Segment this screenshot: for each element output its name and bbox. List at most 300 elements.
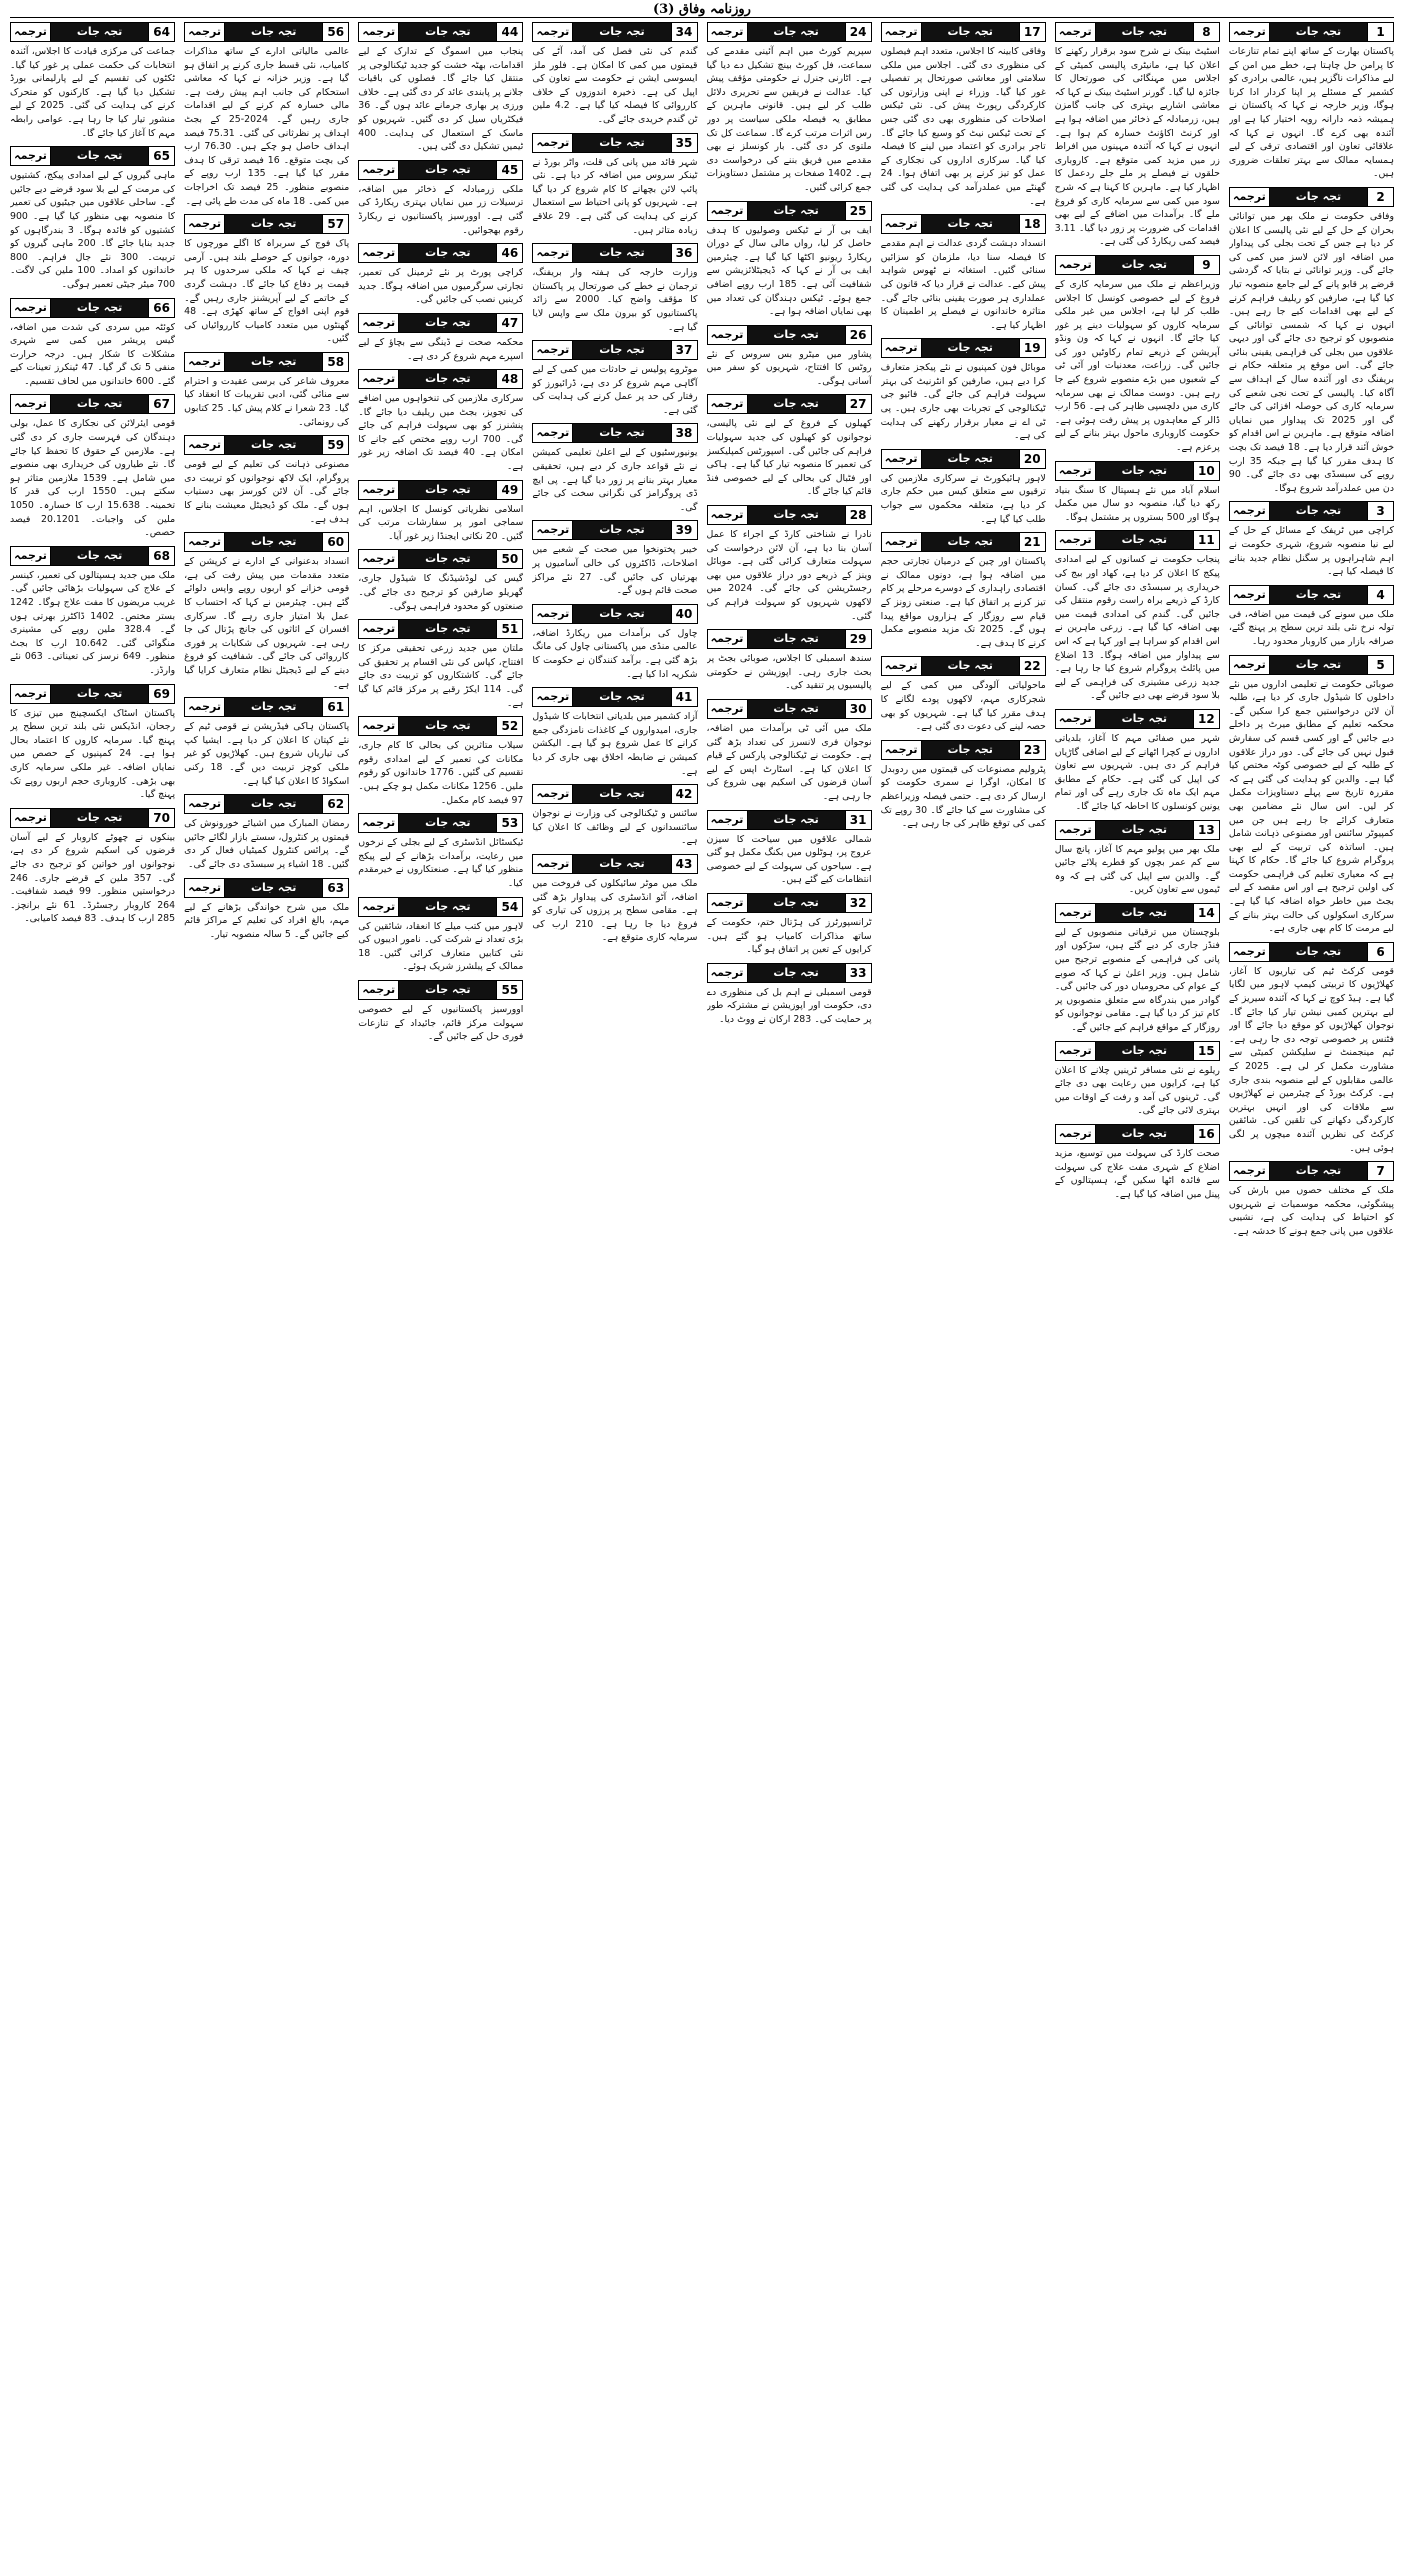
news-item	[184, 352, 349, 429]
news-item-header	[707, 505, 872, 525]
news-item-header	[10, 22, 175, 42]
news-item-category: تجہ جات	[399, 981, 496, 999]
news-item-body: پنجاب حکومت نے کسانوں کے لیے امدادی پیکج کا اعلان کر دیا ہے، کھاد اور بیج کی خریداری پر سبسڈی دی جائے گی۔ کسان کارڈ کے ذریعے براہ راست رقوم منتقل کی جائیں گی۔ گندم کی امدادی قیمت میں بھی اضافہ کیا گیا ہے۔ زرعی ماہرین نے اس اقدام کو سراہا ہے اور کہا ہے کہ اس سے پیداوار میں اضافہ ہوگا۔ 13 اضلاع میں پائلٹ پروگرام شروع کیا جا رہا ہے۔ جدید زرعی مشینری کی فراہمی کے لیے بلا سود قرضے بھی دیے جائیں گے۔	[1054, 554, 1220, 702]
news-item	[707, 325, 872, 389]
news-item-body: کراچی پورٹ پر نئے ٹرمینل کی تعمیر، تجارتی سرگرمیوں میں اضافہ ہوگا۔ جدید کرینیں نصب کی جائیں گی۔	[358, 267, 524, 306]
news-item-tag: ترجمہ	[185, 533, 225, 551]
news-item-number: 2	[1367, 188, 1393, 206]
news-item	[358, 22, 523, 154]
news-item-body: پاکستان اور چین کے درمیان تجارتی حجم میں اضافہ ہوا ہے، دونوں ممالک نے اقتصادی راہداری کے دوسرے مرحلے پر کام تیز کرنے پر اتفاق کیا ہے۔ صنعتی زونز کے قیام سے روزگار کے ہزاروں مواقع پیدا ہوں گے۔ 2025 تک مزید منصوبے مکمل کرنے کا ہدف ہے۔	[880, 556, 1046, 649]
news-item-body: ملک میں شرح خواندگی بڑھانے کے لیے مہم، بالغ افراد کی تعلیم کے مراکز قائم کیے جائیں گے۔ 5 سالہ منصوبہ تیار۔	[184, 901, 350, 940]
news-item-number: 19	[1019, 339, 1045, 357]
news-item	[1229, 655, 1394, 936]
news-item-number: 70	[148, 809, 174, 827]
news-item	[532, 520, 697, 597]
news-item-header	[532, 687, 697, 707]
news-item-number: 16	[1193, 1125, 1219, 1143]
news-item-header	[1055, 461, 1220, 481]
news-item-tag: ترجمہ	[1056, 1125, 1096, 1143]
news-item-category: تجہ جات	[748, 506, 845, 524]
news-item	[1055, 530, 1220, 703]
news-item-category: تجہ جات	[573, 855, 670, 873]
news-item-header	[184, 352, 349, 372]
news-item-header	[184, 532, 349, 552]
news-item	[10, 146, 175, 291]
news-item-category: تجہ جات	[1096, 1125, 1193, 1143]
news-item-category: تجہ جات	[225, 353, 322, 371]
news-item-number: 69	[148, 685, 174, 703]
news-item-header	[184, 697, 349, 717]
news-item-header	[1229, 187, 1394, 207]
news-item-tag: ترجمہ	[533, 23, 573, 41]
news-item-tag: ترجمہ	[1056, 1042, 1096, 1060]
news-item-body: اسٹیٹ بینک نے شرح سود برقرار رکھنے کا اعلان کیا ہے، مانیٹری پالیسی کمیٹی کے اجلاس میں مہنگائی کی صورتحال کا جائزہ لیا گیا۔ گورنر اسٹیٹ بینک نے کہا کہ معاشی اشاریے بہتری کی جانب گامزن ہیں، زرمبادلہ کے ذخائر میں اضافہ ہوا ہے اور کرنٹ اکاؤنٹ خسارہ کم ہوا ہے۔ انہوں نے کہا کہ آئندہ مہینوں میں افراط زر میں مزید کمی متوقع ہے۔ کاروباری حلقوں نے فیصلے پر ملے جلے ردعمل کا اظہار کیا ہے۔ ماہرین کا کہنا ہے کہ شرح سود میں کمی سے سرمایہ کاری کو فروغ ملے گا۔ برآمدات میں اضافے کے لیے بھی اقدامات کی ضرورت پر زور دیا گیا۔ 3.11 فیصد کمی ریکارڈ کی گئی ہے۔	[1054, 46, 1220, 248]
news-item-tag: ترجمہ	[185, 879, 225, 897]
news-item-header	[1055, 530, 1220, 550]
news-item-tag: ترجمہ	[185, 215, 225, 233]
news-item-number: 28	[845, 506, 871, 524]
news-item-tag: ترجمہ	[11, 395, 51, 413]
news-item-body: ماحولیاتی آلودگی میں کمی کے لیے شجرکاری مہم، لاکھوں پودے لگانے کا ہدف مقرر کیا گیا ہے۔ شہریوں کو بھی حصہ لینے کی دعوت دی گئی ہے۔	[880, 680, 1046, 733]
news-item-header	[1055, 903, 1220, 923]
news-item	[10, 394, 175, 539]
news-item-tag: ترجمہ	[185, 795, 225, 813]
news-item-category: تجہ جات	[748, 700, 845, 718]
news-item-header	[707, 394, 872, 414]
news-item	[881, 449, 1046, 526]
news-item-header	[358, 22, 523, 42]
news-item-tag: ترجمہ	[1056, 23, 1096, 41]
news-item-body: ریلوے نے نئی مسافر ٹرینیں چلانے کا اعلان کیا ہے، کرایوں میں رعایت بھی دی جائے گی۔ ٹرینوں کی آمد و رفت کے اوقات میں بہتری لائی جائے گی۔	[1054, 1064, 1220, 1117]
news-column	[881, 22, 1046, 2550]
news-item	[532, 854, 697, 945]
news-item-number: 66	[148, 299, 174, 317]
news-item-header	[532, 243, 697, 263]
news-item-tag: ترجمہ	[882, 533, 922, 551]
news-item-number: 68	[148, 547, 174, 565]
news-item	[184, 697, 349, 788]
news-item-header	[358, 313, 523, 333]
news-item-category: تجہ جات	[922, 450, 1019, 468]
news-item-tag: ترجمہ	[533, 855, 573, 873]
news-item-body: بینکوں نے چھوٹے کاروبار کے لیے آسان قرضوں کی اسکیم شروع کر دی ہے، نوجوانوں اور خواتین کو ترجیح دی جائے گی۔ 357 ملین کے قرضے جاری۔ 246 درخواستیں منظور۔ 99 فیصد شفافیت۔ 264 کاروبار رجسٹرڈ۔ 61 نئے برانچز۔ 285 ارب کا ہدف۔ 83 فیصد کامیابی۔	[10, 831, 176, 925]
news-column	[707, 22, 872, 2550]
news-item-category: تجہ جات	[1096, 23, 1193, 41]
news-item	[184, 878, 349, 942]
news-item	[532, 133, 697, 238]
news-item-category: تجہ جات	[922, 741, 1019, 759]
news-item	[1055, 1041, 1220, 1118]
news-item-body: اوورسیز پاکستانیوں کے لیے خصوصی سہولت مرکز قائم، جائیداد کے تنازعات فوری حل کیے جائیں گے۔	[358, 1003, 524, 1043]
news-item	[532, 243, 697, 334]
news-item	[532, 340, 697, 417]
news-item	[1055, 22, 1220, 249]
news-item-tag: ترجمہ	[708, 964, 748, 982]
news-item-number: 1	[1367, 23, 1393, 41]
news-item-category: تجہ جات	[399, 814, 496, 832]
news-item-category: تجہ جات	[573, 785, 670, 803]
news-item-body: کراچی میں ٹریفک کے مسائل کے حل کے لیے نیا منصوبہ شروع، شہری حکومت نے اہم شاہراہوں پر سگنل نظام جدید بنانے کا فیصلہ کیا ہے۔	[1228, 525, 1394, 578]
news-item-tag: ترجمہ	[359, 314, 399, 332]
news-item	[358, 369, 523, 474]
news-item-category: تجہ جات	[1270, 188, 1367, 206]
news-item	[707, 963, 872, 1027]
news-item-tag: ترجمہ	[1056, 256, 1096, 274]
news-item-tag: ترجمہ	[359, 370, 399, 388]
news-item	[1229, 585, 1394, 649]
news-item	[707, 699, 872, 804]
news-item-number: 47	[496, 314, 522, 332]
news-item-number: 51	[496, 620, 522, 638]
news-item-number: 25	[845, 202, 871, 220]
news-item	[184, 794, 349, 871]
news-item-tag: ترجمہ	[1230, 188, 1270, 206]
news-item	[358, 897, 523, 974]
news-item-body: ٹیکسٹائل انڈسٹری کے لیے بجلی کے نرخوں میں رعایت، برآمدات بڑھانے کے لیے پیکج منظور کیا گیا ہے۔ صنعتکاروں نے خیرمقدم کیا۔	[358, 837, 524, 889]
news-item-body: لاہور ہائیکورٹ نے سرکاری ملازمین کی ترقیوں سے متعلق کیس میں حکم جاری کر دیا ہے، متعلقہ محکموں سے جواب طلب کیا گیا ہے۔	[880, 472, 1046, 525]
news-item-header	[184, 22, 349, 42]
news-item-header	[358, 980, 523, 1000]
news-item	[1055, 903, 1220, 1035]
news-item-body: قومی اسمبلی نے اہم بل کی منظوری دے دی، حکومت اور اپوزیشن نے مشترکہ طور پر حمایت کی۔ 283 ارکان نے ووٹ دیا۔	[706, 986, 872, 1025]
news-item	[881, 740, 1046, 831]
news-item-category: تجہ جات	[51, 299, 148, 317]
news-item-category: تجہ جات	[51, 23, 148, 41]
news-item-number: 52	[496, 717, 522, 735]
news-item	[358, 813, 523, 890]
news-item-category: تجہ جات	[1096, 531, 1193, 549]
news-item-category: تجہ جات	[225, 879, 322, 897]
news-item-category: تجہ جات	[399, 898, 496, 916]
news-item-tag: ترجمہ	[533, 244, 573, 262]
news-item-tag: ترجمہ	[533, 605, 573, 623]
news-item-header	[358, 369, 523, 389]
news-item-body: اسلام آباد میں نئے ہسپتال کا سنگ بنیاد رکھ دیا گیا، منصوبہ دو سال میں مکمل ہوگا اور 500 بستروں پر مشتمل ہوگا۔	[1054, 484, 1220, 523]
news-item-body: شمالی علاقوں میں سیاحت کا سیزن عروج پر، ہوٹلوں میں بکنگ مکمل ہو گئی ہے۔ سیاحوں کی سہولت کے لیے خصوصی انتظامات کیے گئے ہیں۔	[706, 833, 872, 886]
news-item-body: صحت کارڈ کی سہولت میں توسیع، مزید اضلاع کے شہری مفت علاج کی سہولت سے فائدہ اٹھا سکیں گے، ہسپتالوں کے پینل میں اضافہ کیا گیا ہے۔	[1054, 1148, 1220, 1200]
news-item-number: 23	[1019, 741, 1045, 759]
news-item-tag: ترجمہ	[11, 809, 51, 827]
news-item	[358, 716, 523, 807]
news-item-tag: ترجمہ	[1230, 656, 1270, 674]
news-item-tag: ترجمہ	[185, 353, 225, 371]
news-item-header	[1229, 22, 1394, 42]
news-item-body: لاہور میں کتب میلے کا انعقاد، شائقین کی بڑی تعداد نے شرکت کی۔ نامور ادیبوں کی نئی کتابیں متعارف کرائی گئیں۔ 18 ممالک کے پبلشرز شریک ہوئے۔	[358, 920, 524, 973]
news-item-header	[707, 325, 872, 345]
news-item-tag: ترجمہ	[882, 215, 922, 233]
news-item-body: سیلاب متاثرین کی بحالی کا کام جاری، مکانات کی تعمیر کے لیے امدادی رقوم تقسیم کی گئیں۔ 1776 خاندانوں کو رقوم ملیں۔ 1256 مکانات مکمل ہو چکے ہیں۔ 97 فیصد کام مکمل۔	[358, 740, 524, 806]
news-item-category: تجہ جات	[922, 339, 1019, 357]
news-item-body: بلوچستان میں ترقیاتی منصوبوں کے لیے فنڈز جاری کر دیے گئے ہیں، سڑکوں اور پانی کی فراہمی کے منصوبے ترجیح میں شامل ہیں۔ وزیر اعلیٰ نے کہا کہ صوبے کے عوام کی محرومیاں دور کی جائیں گی۔ گوادر میں بندرگاہ سے متعلق منصوبوں پر کام تیز کر دیا گیا ہے۔ مقامی نوجوانوں کو روزگار کے مواقع فراہم کیے جائیں گے۔	[1054, 926, 1220, 1034]
news-item-number: 30	[845, 700, 871, 718]
news-item-number: 4	[1367, 586, 1393, 604]
news-item-tag: ترجمہ	[708, 811, 748, 829]
news-item-header	[1229, 1161, 1394, 1181]
news-item-number: 58	[322, 353, 348, 371]
news-item-header	[184, 794, 349, 814]
news-item-header	[184, 878, 349, 898]
news-item-body: سندھ اسمبلی کا اجلاس، صوبائی بجٹ پر بحث جاری رہی۔ اپوزیشن نے حکومتی پالیسیوں پر تنقید کی۔	[706, 653, 872, 692]
news-item-tag: ترجمہ	[359, 161, 399, 179]
news-column	[184, 22, 349, 2550]
news-item-number: 38	[671, 424, 697, 442]
news-item-category: تجہ جات	[1096, 462, 1193, 480]
news-item-tag: ترجمہ	[11, 685, 51, 703]
news-item-tag: ترجمہ	[708, 630, 748, 648]
news-item	[1055, 461, 1220, 525]
news-item-body: اسلامی نظریاتی کونسل کا اجلاس، اہم سماجی امور پر سفارشات مرتب کی گئیں۔ 20 نکاتی ایجنڈا زیر غور آیا۔	[358, 503, 524, 542]
news-item-header	[10, 146, 175, 166]
news-item	[1229, 942, 1394, 1155]
news-item-category: تجہ جات	[225, 436, 322, 454]
news-item-header	[358, 619, 523, 639]
news-item-header	[1055, 820, 1220, 840]
news-item	[358, 549, 523, 613]
news-item	[184, 214, 349, 346]
news-item-category: تجہ جات	[225, 215, 322, 233]
news-item-header	[881, 338, 1046, 358]
news-item-body: ملک میں جدید ہسپتالوں کی تعمیر، کینسر کے علاج کی سہولیات بڑھائی جائیں گی۔ غریب مریضوں کا مفت علاج ہوگا۔ 1242 بستر مختص۔ 1402 ڈاکٹرز بھرتی ہوں گے۔ 328.4 ملین روپے کی مشینری منگوائی گئی۔ 10.642 ارب کا بجٹ منظور۔ 649 نرسز کی تعیناتی۔ 063 نئے وارڈز۔	[10, 569, 176, 676]
news-item	[707, 394, 872, 499]
news-item-tag: ترجمہ	[533, 785, 573, 803]
news-item-body: ملک میں آئی ٹی برآمدات میں اضافہ، نوجوان فری لانسرز کی تعداد بڑھ گئی ہے۔ حکومت نے ٹیکنالوجی پارکس کے قیام کا اعلان کیا ہے۔ اسٹارٹ اپس کے لیے آسان قرضوں کی اسکیم بھی شروع کی جا رہی ہے۔	[706, 722, 872, 802]
news-item	[881, 214, 1046, 332]
news-item	[881, 338, 1046, 443]
news-item-header	[532, 604, 697, 624]
news-item-category: تجہ جات	[1270, 943, 1367, 961]
news-item-tag: ترجمہ	[359, 23, 399, 41]
news-item-tag: ترجمہ	[882, 339, 922, 357]
news-item-body: شہر قائد میں پانی کی قلت، واٹر بورڈ نے ٹینکر سروس میں اضافہ کر دیا ہے۔ نئی پائپ لائن بچھانے کا کام شروع کر دیا گیا ہے۔ شہریوں کو پانی احتیاط سے استعمال کرنے کی ہدایت کی گئی ہے۔ 29 علاقے زیادہ متاثر ہیں۔	[532, 156, 698, 236]
news-item	[532, 604, 697, 681]
news-item	[10, 22, 175, 140]
news-item-header	[881, 22, 1046, 42]
news-item-number: 54	[496, 898, 522, 916]
news-item-header	[881, 740, 1046, 760]
news-item	[358, 980, 523, 1044]
news-item-category: تجہ جات	[573, 23, 670, 41]
news-item-category: تجہ جات	[748, 811, 845, 829]
news-item-body: ملکی زرمبادلہ کے ذخائر میں اضافہ، ترسیلات زر میں نمایاں بہتری ریکارڈ کی گئی ہے۔ اوورسیز پاکستانیوں نے ریکارڈ رقوم بھجوائیں۔	[358, 183, 524, 236]
news-item-number: 34	[671, 23, 697, 41]
news-item-category: تجہ جات	[399, 717, 496, 735]
news-item-tag: ترجمہ	[708, 326, 748, 344]
news-item	[707, 22, 872, 195]
news-item	[707, 893, 872, 957]
news-item-number: 29	[845, 630, 871, 648]
news-item-category: تجہ جات	[225, 23, 322, 41]
news-item-tag: ترجمہ	[11, 299, 51, 317]
news-item-header	[10, 394, 175, 414]
news-item	[358, 160, 523, 237]
news-item-tag: ترجمہ	[708, 202, 748, 220]
news-item-tag: ترجمہ	[11, 147, 51, 165]
news-item-tag: ترجمہ	[708, 700, 748, 718]
news-item-body: ملک کے مختلف حصوں میں بارش کی پیشگوئی، محکمہ موسمیات نے شہریوں کو احتیاط کی ہدایت کی ہے، نشیبی علاقوں میں پانی جمع ہونے کا خدشہ ہے۔	[1228, 1185, 1394, 1237]
news-item-body: موٹروے پولیس نے حادثات میں کمی کے لیے آگاہی مہم شروع کر دی ہے، ڈرائیورز کو رفتار کی حد پر عمل کرنے کی ہدایت کی گئی ہے۔	[532, 364, 698, 416]
news-item-header	[10, 546, 175, 566]
news-item-header	[707, 963, 872, 983]
news-item-category: تجہ جات	[51, 395, 148, 413]
news-item-number: 12	[1193, 710, 1219, 728]
news-item-header	[532, 133, 697, 153]
news-item-header	[1055, 22, 1220, 42]
news-item	[881, 532, 1046, 650]
news-item-number: 21	[1019, 533, 1045, 551]
news-item	[1055, 1124, 1220, 1201]
news-item-header	[1229, 655, 1394, 675]
news-item-tag: ترجمہ	[1056, 531, 1096, 549]
news-item-tag: ترجمہ	[185, 698, 225, 716]
news-item-number: 35	[671, 134, 697, 152]
news-item-number: 53	[496, 814, 522, 832]
news-item-tag: ترجمہ	[185, 436, 225, 454]
news-item-tag: ترجمہ	[708, 506, 748, 524]
news-item-number: 59	[322, 436, 348, 454]
news-item-header	[184, 214, 349, 234]
news-item	[532, 784, 697, 848]
news-item-number: 36	[671, 244, 697, 262]
news-item-tag: ترجمہ	[359, 481, 399, 499]
news-item-header	[1229, 942, 1394, 962]
news-item-category: تجہ جات	[573, 688, 670, 706]
news-item-category: تجہ جات	[748, 326, 845, 344]
news-item-category: تجہ جات	[1270, 23, 1367, 41]
news-item-header	[10, 684, 175, 704]
news-item-category: تجہ جات	[1096, 821, 1193, 839]
news-item-body: یونیورسٹیوں کے لیے اعلیٰ تعلیمی کمیشن نے نئے قواعد جاری کر دیے ہیں، تحقیقی معیار بہتر بنانے پر زور دیا گیا ہے۔ پی ایچ ڈی پروگرامز کی نگرانی سخت کی جائے گی۔	[532, 447, 698, 513]
news-item-tag: ترجمہ	[533, 688, 573, 706]
news-item-category: تجہ جات	[1270, 502, 1367, 520]
news-item-header	[10, 808, 175, 828]
news-item	[358, 619, 523, 710]
news-item-body: سپریم کورٹ میں اہم آئینی مقدمے کی سماعت، فل کورٹ بینچ تشکیل دے دیا گیا ہے۔ اٹارنی جنرل نے حکومتی مؤقف پیش کیا۔ عدالت نے فریقین سے تحریری دلائل طلب کر لیے ہیں۔ قانونی ماہرین کے مطابق یہ فیصلہ ملکی سیاست پر دور رس اثرات مرتب کرے گا۔ سماعت کل تک ملتوی کر دی گئی۔ بار کونسلز نے بھی مقدمے میں فریق بننے کی درخواست دی ہے۔ 1402 صفحات پر مشتمل دستاویزات جمع کرائی گئیں۔	[706, 46, 872, 193]
news-item-number: 26	[845, 326, 871, 344]
news-item-header	[358, 160, 523, 180]
news-item-category: تجہ جات	[1270, 586, 1367, 604]
news-item-body: ملک میں سونے کی قیمت میں اضافہ، فی تولہ نرخ نئی بلند ترین سطح پر پہنچ گئے، صرافہ بازار میں کاروبار محدود رہا۔	[1228, 608, 1394, 647]
news-item-category: تجہ جات	[573, 521, 670, 539]
news-item-body: جماعت کی مرکزی قیادت کا اجلاس، آئندہ انتخابات کی حکمت عملی پر غور کیا گیا۔ ٹکٹوں کی تقسیم کے لیے پارلیمانی بورڈ تشکیل دیا گیا ہے۔ کارکنوں کو متحرک کرنے کی ہدایت کی گئی۔ 2025 کے لیے منشور تیار کیا جا رہا ہے۔ عوامی رابطہ مہم کا آغاز کیا جائے گا۔	[10, 46, 176, 139]
news-item-category: تجہ جات	[51, 809, 148, 827]
news-item-body: شہر میں صفائی مہم کا آغاز، بلدیاتی اداروں نے کچرا اٹھانے کے لیے اضافی گاڑیاں فراہم کر دی ہیں۔ شہریوں سے تعاون کی اپیل کی گئی ہے۔ حکام کے مطابق مہم ایک ماہ تک جاری رہے گی اور تمام یونین کونسلوں کا احاطہ کیا جائے گا۔	[1054, 732, 1220, 812]
news-item-header	[358, 243, 523, 263]
news-item-header	[707, 699, 872, 719]
news-column	[10, 22, 175, 2550]
news-item-number: 27	[845, 395, 871, 413]
news-item-number: 20	[1019, 450, 1045, 468]
news-item-tag: ترجمہ	[359, 898, 399, 916]
news-item-tag: ترجمہ	[1056, 821, 1096, 839]
news-item-body: محکمہ صحت نے ڈینگی سے بچاؤ کے لیے اسپرے مہم شروع کر دی ہے۔	[358, 336, 524, 362]
news-item-tag: ترجمہ	[185, 23, 225, 41]
news-item-header	[881, 656, 1046, 676]
news-item-body: سائنس و ٹیکنالوجی کی وزارت نے نوجوان سائنسدانوں کے لیے وظائف کا اعلان کیا ہے۔	[532, 808, 698, 847]
news-item	[532, 687, 697, 778]
news-item-tag: ترجمہ	[359, 717, 399, 735]
news-item-number: 24	[845, 23, 871, 41]
news-item-category: تجہ جات	[1096, 1042, 1193, 1060]
news-item	[1229, 1161, 1394, 1238]
news-item-header	[358, 549, 523, 569]
news-item-tag: ترجمہ	[1056, 904, 1096, 922]
news-item-body: ٹرانسپورٹرز کی ہڑتال ختم، حکومت کے ساتھ مذاکرات کامیاب ہو گئے ہیں۔ کرایوں کے تعین پر اتفاق ہو گیا۔	[706, 916, 872, 956]
news-item-tag: ترجمہ	[11, 23, 51, 41]
news-item	[532, 423, 697, 514]
news-item-header	[881, 532, 1046, 552]
news-item	[1055, 820, 1220, 897]
news-item-number: 46	[496, 244, 522, 262]
news-item-category: تجہ جات	[399, 23, 496, 41]
news-item-body: عالمی مالیاتی ادارے کے ساتھ مذاکرات کامیاب، نئی قسط جاری کرنے پر اتفاق ہو گیا ہے۔ وزیر خزانہ نے کہا کہ معاشی استحکام کی جانب اہم پیش رفت ہے۔ مالی خسارہ کم کرنے کے لیے اقدامات جاری رہیں گے۔ 2024-25 کے بجٹ اہداف پر نظرثانی کی گئی۔ 75.31 فیصد اہداف حاصل ہو چکے ہیں۔ 76.30 ارب کی بچت متوقع۔ 16 فیصد ترقی کا ہدف مقرر کیا گیا ہے۔ 135 ارب روپے کے منصوبے منظور۔ 25 فیصد تک اخراجات میں کمی۔ 18 ماہ کی مدت طے پائی ہے۔	[184, 46, 350, 207]
news-item-tag: ترجمہ	[1230, 586, 1270, 604]
news-item-body: معروف شاعر کی برسی عقیدت و احترام سے منائی گئی، ادبی تقریبات کا انعقاد کیا گیا۔ 23 شعرا نے کلام پیش کیا۔ 25 کتابوں کی رونمائی۔	[184, 375, 350, 428]
news-item-body: وفاقی حکومت نے ملک بھر میں توانائی بحران کے حل کے لیے نئی پالیسی کا اعلان کر دیا ہے جس کے تحت بجلی کی پیداوار میں اضافہ اور لائن لاسز میں کمی کی جائے گی۔ وزیر توانائی نے بتایا کہ گردشی قرضے پر قابو پانے کے لیے جامع منصوبہ تیار کیا گیا ہے، صارفین کو ریلیف فراہم کرنے کے لیے بھی اقدامات کیے جا رہے ہیں۔ انہوں نے کہا کہ شمسی توانائی کے منصوبوں کو ترجیح دی جائے گی اور دیہی علاقوں میں بجلی کی فراہمی یقینی بنائی جائے گی۔ اس موقع پر متعلقہ حکام نے بریفنگ دی اور آئندہ سال کے اہداف سے آگاہ کیا۔ پالیسی کے تحت نجی شعبے کی سرمایہ کاری کی حوصلہ افزائی کی جائے گی اور 2025 تک پیداوار میں نمایاں اضافہ متوقع ہے۔ ماہرین نے اس اقدام کو خوش آئند قرار دیا ہے۔ 18 فیصد تک بچت کا ہدف مقرر کیا گیا ہے جبکہ 35 ارب روپے کی سبسڈی بھی دی جائے گی۔ 90 دن میں عملدرآمد شروع ہوگا۔	[1228, 210, 1394, 494]
news-item-number: 57	[322, 215, 348, 233]
news-item-body: پنجاب میں اسموگ کے تدارک کے لیے اقدامات، بھٹہ خشت کو جدید ٹیکنالوجی پر منتقل کیا جائے گا۔ فصلوں کی باقیات جلانے پر پابندی عائد کر دی گئی ہے۔ خلاف ورزی پر بھاری جرمانے عائد ہوں گے۔ 36 فیکٹریاں سیل کر دی گئیں۔ شہریوں کو ماسک کے استعمال کی ہدایت۔ 400 ٹیمیں تشکیل دی گئی ہیں۔	[358, 46, 524, 153]
news-item-body: ماہی گیروں کے لیے امدادی پیکج، کشتیوں کی مرمت کے لیے بلا سود قرضے دیے جائیں گے۔ ساحلی علاقوں میں جیٹیوں کی تعمیر کا منصوبہ بھی منظور کیا گیا ہے۔ 900 کشتیوں کو فائدہ ہوگا۔ 3 بندرگاہوں کو جدید بنایا جائے گا۔ 200 ماہی گیروں کو تربیت۔ 300 نئے جال فراہم۔ 800 خاندانوں کو امداد۔ 100 ملین کی لاگت۔ 700 میٹر جیٹی تعمیر ہوگی۔	[10, 170, 176, 290]
news-item-tag: ترجمہ	[882, 23, 922, 41]
news-item-number: 15	[1193, 1042, 1219, 1060]
news-item-body: پاکستان اسٹاک ایکسچینج میں تیزی کا رجحان، انڈیکس نئی بلند ترین سطح پر پہنچ گیا۔ سرمایہ کاروں کا اعتماد بحال ہوا ہے۔ 24 کمپنیوں کے حصص میں نمایاں اضافہ۔ غیر ملکی سرمایہ کاری بھی بڑھی۔ کاروباری حجم اربوں روپے تک پہنچ گیا۔	[10, 707, 176, 801]
news-item-category: تجہ جات	[51, 685, 148, 703]
news-item	[707, 629, 872, 693]
news-item-category: تجہ جات	[399, 244, 496, 262]
news-item-number: 55	[496, 981, 522, 999]
news-item-number: 56	[322, 23, 348, 41]
news-item-category: تجہ جات	[399, 161, 496, 179]
news-item-category: تجہ جات	[1096, 904, 1193, 922]
news-item-number: 49	[496, 481, 522, 499]
news-item-category: تجہ جات	[225, 698, 322, 716]
news-item-tag: ترجمہ	[1056, 462, 1096, 480]
news-item-category: تجہ جات	[573, 424, 670, 442]
news-item-category: تجہ جات	[573, 605, 670, 623]
news-item-body: پاکستان بھارت کے ساتھ اپنے تمام تنازعات کا پرامن حل چاہتا ہے، خطے میں امن کے لیے مذاکرات ناگزیر ہیں، عالمی برادری کو کشمیر کے مسئلے پر اپنا کردار ادا کرنا ہوگا، وزیر خارجہ نے کہا کہ پاکستان نے ہمیشہ ذمہ دارانہ رویہ اختیار کیا ہے اور آئندہ بھی کرے گا۔ انہوں نے کہا کہ علاقائی تعاون اور اقتصادی ترقی کے لیے ہمسایہ ممالک سے بہتر تعلقات ضروری ہیں۔	[1228, 46, 1394, 180]
news-item-category: تجہ جات	[399, 481, 496, 499]
news-item-category: تجہ جات	[748, 395, 845, 413]
news-item-category: تجہ جات	[748, 964, 845, 982]
news-item-body: انسداد دہشت گردی عدالت نے اہم مقدمے کا فیصلہ سنا دیا، ملزمان کو سزائیں سنائی گئیں۔ استغاثہ نے ٹھوس شواہد پیش کیے۔ عدالت نے قرار دیا کہ قانون کی عملداری ہر صورت یقینی بنائی جائے گی۔ متاثرہ خاندانوں نے فیصلے پر اطمینان کا اظہار کیا ہے۔	[880, 238, 1046, 331]
news-item-category: تجہ جات	[1096, 256, 1193, 274]
news-column	[1229, 22, 1394, 2550]
news-item	[1229, 501, 1394, 578]
news-item-category: تجہ جات	[748, 23, 845, 41]
news-item-category: تجہ جات	[748, 894, 845, 912]
news-item	[532, 22, 697, 127]
news-item-header	[532, 22, 697, 42]
news-item-number: 18	[1019, 215, 1045, 233]
news-item-number: 7	[1367, 1162, 1393, 1180]
news-item-tag: ترجمہ	[1230, 502, 1270, 520]
news-item-header	[532, 784, 697, 804]
news-item-category: تجہ جات	[748, 630, 845, 648]
news-item-body: پاک فوج کے سربراہ کا اگلے مورچوں کا دورہ، جوانوں کے حوصلے بلند ہیں۔ آرمی چیف نے کہا کہ ملکی سرحدوں کا ہر قیمت پر دفاع کیا جائے گا۔ دہشت گردی کے خاتمے کے لیے آپریشنز جاری رہیں گے۔ قوم اپنی افواج کے ساتھ کھڑی ہے۔ 48 گھنٹوں میں متعدد کامیاب کارروائیاں کی گئیں۔	[184, 238, 350, 345]
news-item	[10, 298, 175, 389]
news-item-header	[10, 298, 175, 318]
news-item-number: 3	[1367, 502, 1393, 520]
news-item-number: 37	[671, 341, 697, 359]
news-item-header	[881, 214, 1046, 234]
news-item-number: 33	[845, 964, 871, 982]
news-item-category: تجہ جات	[573, 341, 670, 359]
news-item	[358, 243, 523, 307]
news-item-header	[532, 520, 697, 540]
news-item-body: رمضان المبارک میں اشیائے خورونوش کی قیمتوں پر کنٹرول، سستے بازار لگائے جائیں گے۔ پرائس کنٹرول کمیٹیاں فعال کر دی گئیں۔ 18 اشیاء پر سبسڈی دی جائے گی۔	[184, 818, 350, 870]
news-item-tag: ترجمہ	[1230, 943, 1270, 961]
news-item-tag: ترجمہ	[708, 23, 748, 41]
news-item-header	[184, 435, 349, 455]
